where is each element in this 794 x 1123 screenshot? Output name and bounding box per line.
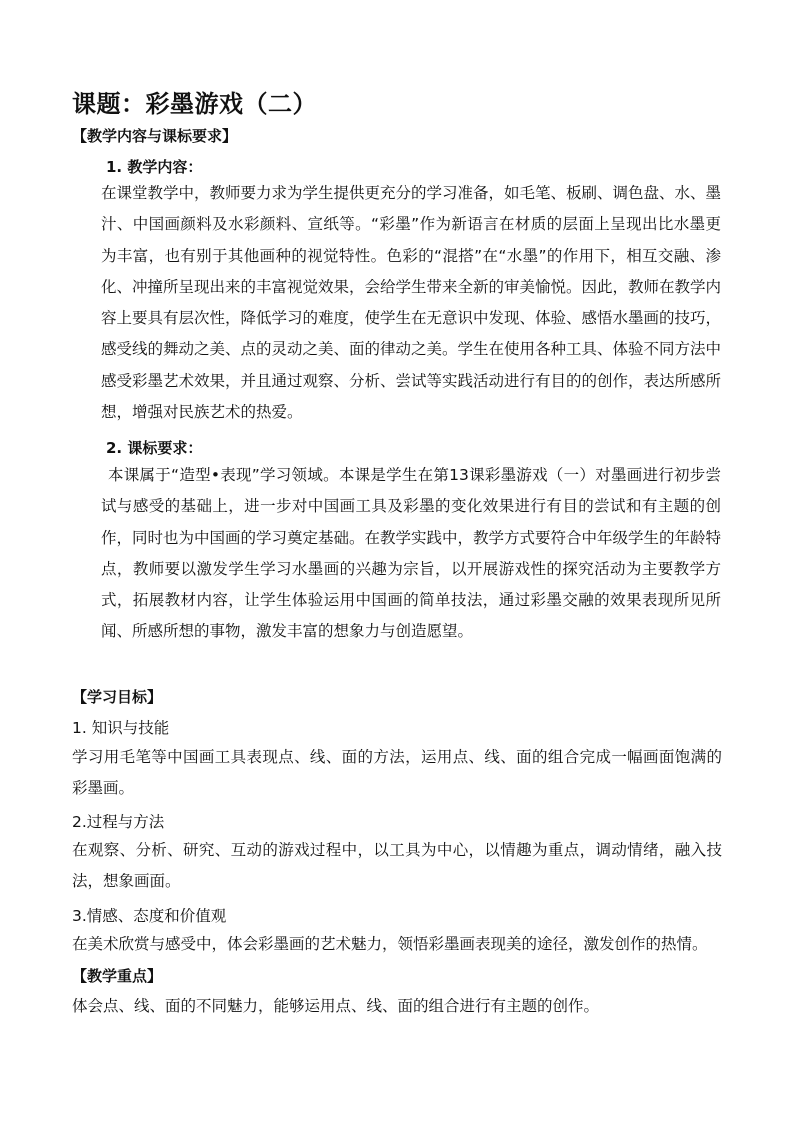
section-heading-teaching-focus: 【教学重点】 bbox=[72, 967, 163, 985]
goal-attitude-values-text: 在美术欣赏与感受中，体会彩墨画的艺术魅力，领悟彩墨画表现美的途径，激发创作的热情。 bbox=[72, 935, 708, 953]
goal-knowledge-skills-text: 学习用毛笔等中国画工具表现点、线、面的方法，运用点、线、面的组合完成一幅画面饱满的彩墨画。 bbox=[72, 748, 722, 797]
paragraph-curriculum-requirements: 本课属于“造型•表现”学习领域。本课是学生在第13课彩墨游戏（一）对墨画进行初步尝试与感受的基础上，进一步对中国画工具及彩墨的变化效果进行有目的尝试和有主题的创作，同时也为中国画的学习奠定基础。在教学实践中，教学方式要符合中年级学生的年龄特点，教师要以激发学生学习水墨画的兴趣为宗旨，以开展游戏性的探究活动为主要教学方式，拓展教材内容，让学生体验运用中国画的简单技法，通过彩墨交融的效果表现所见所闻、所感所想的事物，激发丰富的想象力与创造愿望。 bbox=[101, 466, 722, 641]
goal-knowledge-skills-heading: 1. 知识与技能 bbox=[72, 719, 170, 737]
paragraph-teaching-content: 在课堂教学中，教师要力求为学生提供更充分的学习准备，如毛笔、板刷、调色盘、水、墨汁、中国画颜料及水彩颜料、宣纸等。“彩墨”作为新语言在材质的层面上呈现出比水墨更为丰富，也有别于其他画种的视觉特性。色彩的“混搭”在“水墨”的作用下，相互交融、渗化、冲撞所呈现出来的丰富视觉效果，会给学生带来全新的审美愉悦。因此，教师在教学内容上要具有层次性，降低学习的难度，使学生在无意识中发现、体验、感悟水墨画的技巧，感受线的舞动之美、点的灵动之美、面的律动之美。学生在使用各种工具、体验不同方法中感受彩墨艺术效果，并且通过观察、分析、尝试等实践活动进行有目的的创作，表达所感所想，增强对民族艺术的热爱。 bbox=[101, 184, 722, 422]
subheading-teaching-content: 1. 教学内容： bbox=[106, 158, 203, 176]
goal-process-methods-heading: 2.过程与方法 bbox=[72, 813, 165, 831]
subheading-curriculum-requirements: 2. 课标要求： bbox=[106, 439, 203, 457]
lesson-title: 课题：彩墨游戏（二） bbox=[72, 90, 317, 118]
goal-attitude-values-heading: 3.情感、态度和价值观 bbox=[72, 907, 227, 925]
teaching-focus-text: 体会点、线、面的不同魅力，能够运用点、线、面的组合进行有主题的创作。 bbox=[72, 997, 600, 1015]
section-heading-learning-goals: 【学习目标】 bbox=[72, 688, 163, 706]
goal-process-methods-text: 在观察、分析、研究、互动的游戏过程中，以工具为中心，以情趣为重点，调动情绪，融入技法，想象画面。 bbox=[72, 841, 722, 890]
section-heading-content-requirements: 【教学内容与课标要求】 bbox=[72, 127, 238, 145]
